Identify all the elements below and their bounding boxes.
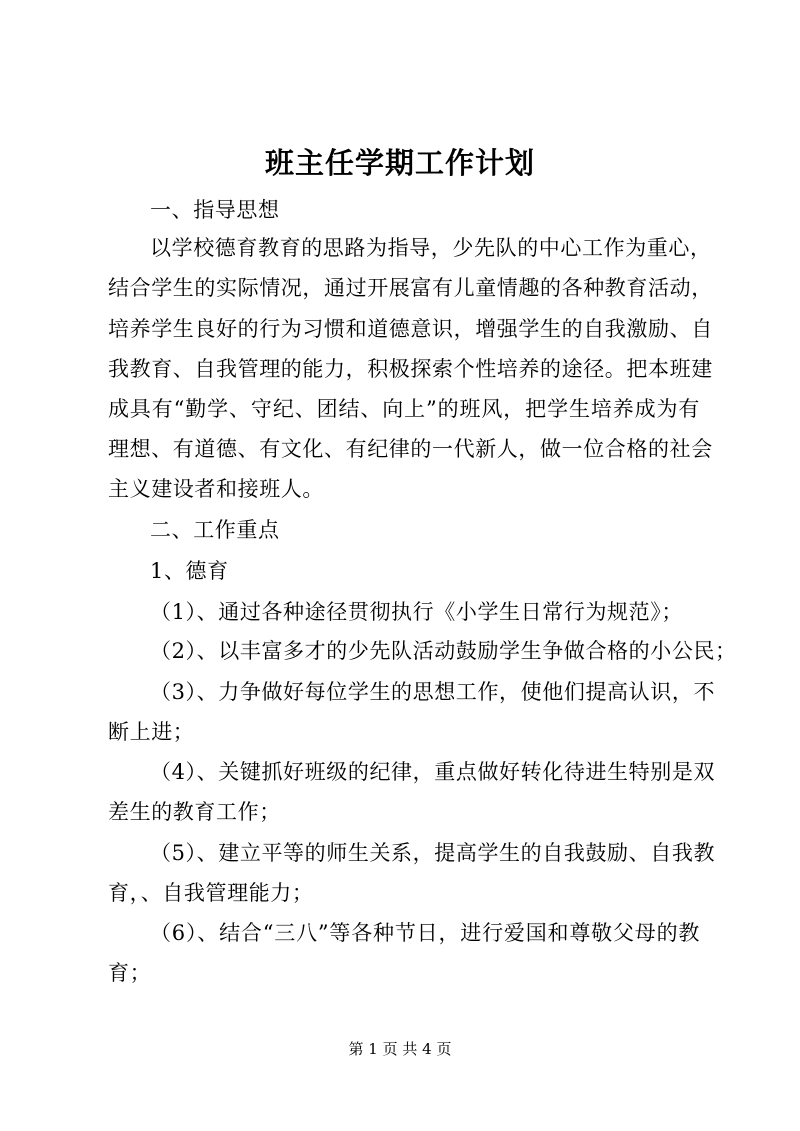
- list-item: （4）、关键抓好班级的纪律，重点做好转化待进生特别是双: [150, 760, 716, 784]
- list-item: （5）、建立平等的师生关系，提高学生的自我鼓励、自我教: [150, 841, 716, 865]
- list-item: （1）、通过各种途径贯彻执行《小学生日常行为规范》；: [150, 600, 683, 624]
- list-item-continuation: 差生的教育工作；: [108, 800, 281, 824]
- paragraph-line: 我教育、自我管理的能力，积极探索个性培养的途径。把本班建: [108, 357, 713, 381]
- paragraph-line: 结合学生的实际情况，通过开展富有儿童情趣的各种教育活动，: [108, 276, 713, 300]
- section-heading: 二、工作重点: [150, 518, 280, 542]
- list-item: （3）、力争做好每位学生的思想工作，使他们提高认识，不: [150, 680, 716, 704]
- list-item: （6）、结合“三八”等各种节日，进行爱国和尊敬父母的教: [150, 921, 700, 945]
- list-item-continuation: 育；: [108, 961, 152, 985]
- paragraph-line: 主义建设者和接班人。: [108, 477, 324, 501]
- paragraph-line: 以学校德育教育的思路为指导，少先队的中心工作为重心，: [150, 236, 712, 260]
- list-item-continuation: 育，、自我管理能力；: [108, 881, 314, 905]
- list-item: （2）、以丰富多才的少先队活动鼓励学生争做合格的小公民；: [150, 639, 737, 663]
- document-title: 班主任学期工作计划: [264, 146, 535, 180]
- paragraph-line: 理想、有道德、有文化、有纪律的一代新人，做一位合格的社会: [108, 437, 713, 461]
- paragraph-line: 成具有“勤学、守纪、团结、向上”的班风，把学生培养成为有: [108, 397, 700, 421]
- paragraph-line: 培养学生良好的行为习惯和道德意识，增强学生的自我激励、自: [108, 317, 713, 341]
- list-item-continuation: 断上进；: [108, 720, 195, 744]
- subsection-heading: 1、德育: [150, 559, 229, 583]
- page-footer: 第 1 页 共 4 页: [348, 1040, 452, 1058]
- section-heading: 一、指导思想: [150, 198, 280, 222]
